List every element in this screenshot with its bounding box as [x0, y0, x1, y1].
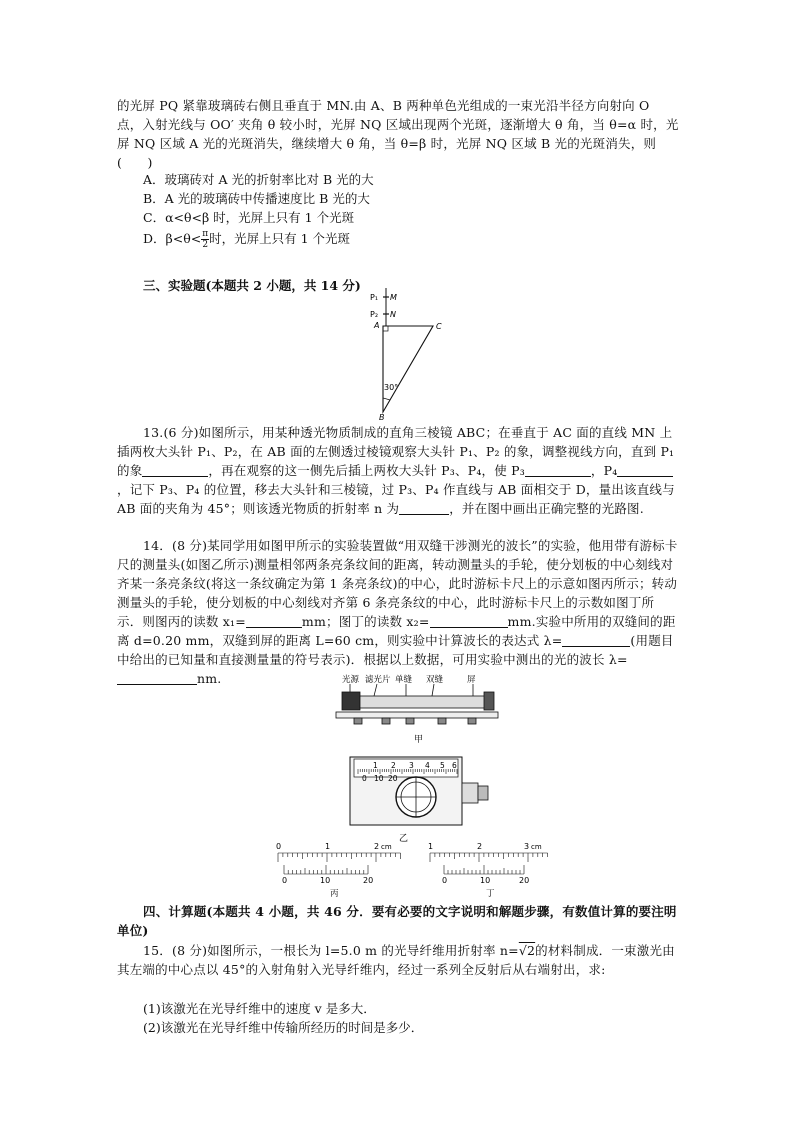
- answer-blank[interactable]: [117, 671, 197, 685]
- label-b: B: [379, 413, 385, 422]
- answer-blank[interactable]: [525, 463, 591, 477]
- label-double-slit: 双缝: [426, 675, 444, 685]
- q12-stem-text: 的光屏 PQ 紧靠玻璃砖右侧且垂直于 MN.由 A、B 两种单色光组成的一束光沿半径方向射向 O 点，入射光线与 OO′ 夹角 θ 较小时，光屏 NQ 区域出现两个光斑，逐渐增大 θ 角，当 θ=α 时，光屏 NQ 区域 A 光的光斑消失，继续增大 θ 角，当 θ=β 时，光屏 NQ 区域 B 光的光斑消失，则( ): [117, 98, 679, 170]
- section3-title: 三、实验题(本题共 2 小题，共 14 分): [143, 278, 361, 293]
- bing-main-0: 0: [276, 842, 282, 851]
- q13-part2: ，再在观察的这一侧先后插上两枚大头针 P₃、P₄，使 P₃: [208, 463, 525, 478]
- fraction-denominator: 2: [202, 240, 209, 250]
- angle-arc: [383, 398, 390, 400]
- q14-part4: (用题目中给出的已知量和直接测量量的符号表示)．根据以上数据，可用实验中测出的光的波长 λ=: [117, 633, 674, 667]
- bing-vernier-20: 20: [363, 876, 374, 885]
- q14-part2: mm；图丁的读数 x₂=: [301, 614, 430, 629]
- fraction-numerator: π: [202, 229, 209, 239]
- q14-part5: nm.: [197, 671, 222, 686]
- q13-part1: 13.(6 分)如图所示，用某种透光物质制成的直角三棱镜 ABC；在垂直于 AC 面的直线 MN 上插两枚大头针 P₁、P₂，在 AB 面的左侧透过棱镜观察大头针 P₁、P₂ 的象，调整视线方向，直到 P₁ 的象: [117, 425, 675, 478]
- yi-main-tick-2: 2: [391, 761, 396, 770]
- answer-blank[interactable]: [399, 501, 449, 515]
- q15-part2: 的材料制成．一束激光由其左端的中心点以 45°的入射角射入光导纤维内，经过一系列全反射后从右端射出，求:: [117, 943, 675, 977]
- q14-text: [117, 536, 679, 688]
- handwheel: [462, 783, 478, 803]
- caption-bing: 丙: [330, 889, 339, 899]
- q12-option-b: B．A 光的玻璃砖中传播速度比 B 光的大: [143, 191, 370, 206]
- q14-part3: mm.实验中所用的双缝间的距离 d=0.20 mm，双缝到屏的距离 L=60 cm，则实验中计算波长的表达式 λ=: [117, 614, 676, 648]
- ding-vernier-20: 20: [519, 876, 530, 885]
- yi-main-tick-5: 5: [440, 761, 445, 770]
- q15-sub1: (1)该激光在光导纤维中的速度 v 是多大．: [143, 1001, 376, 1016]
- caption-yi: 乙: [399, 834, 409, 844]
- label-screen: 屏: [467, 675, 476, 685]
- bing-vernier-0: 0: [282, 876, 288, 885]
- q12-stem: [117, 96, 679, 172]
- ding-vernier-0: 0: [442, 876, 448, 885]
- yi-main-tick-6: 6: [452, 761, 457, 770]
- angle-30: 30°: [384, 383, 399, 392]
- sqrt-two: √2: [518, 943, 536, 958]
- caption-ding: 丁: [486, 889, 495, 899]
- answer-blank[interactable]: [142, 463, 208, 477]
- label-p1: P₁: [370, 293, 379, 302]
- ding-main-2: 2: [477, 842, 483, 851]
- ding-main-1: 1: [428, 842, 434, 851]
- apparatus-drawing: [336, 684, 498, 724]
- q12-option-a: A．玻璃砖对 A 光的折射率比对 B 光的大: [143, 172, 374, 187]
- q12-option-d: [143, 229, 350, 250]
- yi-main-tick-4: 4: [425, 761, 430, 770]
- figure-jia-apparatus: [334, 672, 504, 748]
- q13-part3: ，P₄: [590, 463, 618, 478]
- pi-over-2-fraction: [201, 229, 209, 250]
- prism-figure: [366, 286, 456, 422]
- ding-main-3: 3: [524, 842, 530, 851]
- bing-main-2: 2: [374, 842, 380, 851]
- yi-vernier-tick-20: 20: [388, 774, 398, 783]
- q13-part4: ，记下 P₃、P₄ 的位置，移去大头针和三棱镜，过 P₃、P₄ 作直线与 AB 面相交于 D，量出该直线与 AB 面的夹角为 45°；则该透光物质的折射率 n 为: [117, 482, 675, 516]
- label-light-source: 光源: [342, 675, 360, 685]
- bing-main-scale: [278, 853, 401, 862]
- triangle-abc: [383, 326, 433, 412]
- answer-blank[interactable]: [246, 614, 302, 628]
- section4-title: 四、计算题(本题共 4 小题，共 46 分．要有必要的文字说明和解题步骤，有数值计算的要注明单位): [117, 904, 677, 938]
- q13-text: [117, 423, 679, 518]
- answer-blank[interactable]: [430, 614, 508, 628]
- figure-yi-measuring-head: [346, 755, 492, 847]
- yi-vernier-tick-10: 10: [374, 774, 384, 783]
- yi-vernier-tick-0: 0: [362, 774, 367, 783]
- label-c: C: [436, 322, 442, 331]
- label-p2: P₂: [370, 310, 379, 319]
- optical-bench: [336, 712, 498, 718]
- bing-main-1: 1: [325, 842, 331, 851]
- handwheel-knob: [478, 786, 488, 800]
- measuring-head: [484, 692, 494, 710]
- figure-ding-vernier: [420, 840, 555, 900]
- q12-option-d-pre: D．β<θ<: [143, 231, 202, 246]
- lamp-housing: [342, 692, 360, 710]
- answer-blank[interactable]: [562, 633, 630, 647]
- label-filter: 滤光片: [365, 675, 391, 685]
- right-angle-mark: [383, 326, 388, 331]
- q12-option-c: C．α<θ<β 时，光屏上只有 1 个光斑: [143, 210, 355, 225]
- bing-unit: cm: [381, 843, 392, 851]
- ding-vernier-10: 10: [480, 876, 491, 885]
- q15-text: [117, 941, 679, 979]
- q12-option-d-post: 时，光屏上只有 1 个光斑: [209, 231, 351, 246]
- q15-part1: 15．(8 分)如图所示，一根长为 l=5.0 m 的光导纤维用折射率 n=: [143, 943, 519, 958]
- ding-unit: cm: [531, 843, 542, 851]
- label-n: N: [390, 310, 396, 319]
- q15-sub2: (2)该激光在光导纤维中传输所经历的时间是多少．: [143, 1020, 424, 1035]
- label-single-slit: 单缝: [395, 675, 413, 685]
- bing-vernier-10: 10: [320, 876, 331, 885]
- light-tube: [360, 696, 490, 708]
- ding-vernier-scale: [444, 865, 524, 874]
- yi-main-tick-3: 3: [409, 761, 414, 770]
- bing-vernier-scale: [284, 865, 368, 874]
- caption-jia: 甲: [414, 735, 424, 745]
- label-m: M: [390, 293, 397, 302]
- yi-main-tick-1: 1: [373, 761, 378, 770]
- q14-part1: 14．(8 分)某同学用如图甲所示的实验装置做“用双缝干涉测光的波长”的实验，他用带有游标卡尺的测量头(如图乙所示)测量相邻两条亮条纹间的距离，转动测量头的手轮，使分划板的中心刻线对齐某一条亮条纹(将这一条纹确定为第 1 条亮条纹)的中心，此时游标卡尺上的示意如图丙所示；转动测量头的手轮，使分划板的中心刻线对齐第 6 条亮条纹的中心，此时游标卡尺上的示数如图丁所示．则图丙的读数 x₁=: [117, 538, 678, 629]
- answer-blank[interactable]: [617, 463, 673, 477]
- figure-bing-vernier: [270, 840, 405, 900]
- ding-main-scale: [430, 853, 548, 862]
- label-a: A: [374, 321, 380, 330]
- q13-part5: ，并在图中画出正确完整的光路图.: [449, 501, 644, 516]
